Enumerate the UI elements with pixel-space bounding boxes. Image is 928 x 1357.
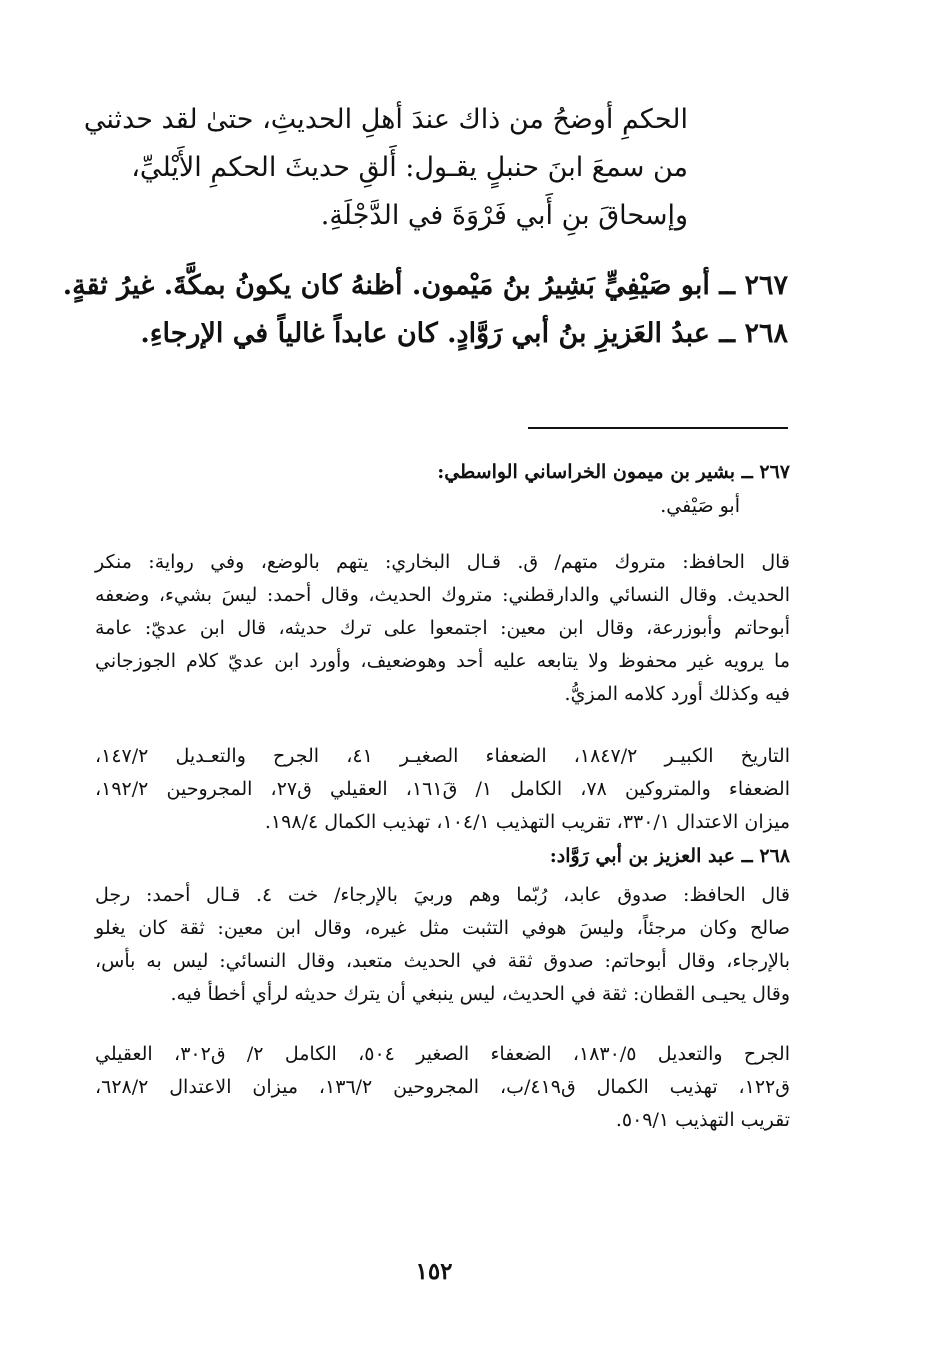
footnote-hafiz-268-line-1: قال الحافظ: صدوق عابد، رُبّما وهم وربيَ بالإرجاء/ خت ٤. قـال أحمد: رجل bbox=[95, 884, 790, 906]
footnote-sources-268-line-1: الجرح والتعديل ١٨٣٠/٥، الضعفاء الصغير ٥٠٤، الكامل ٢/ ق٣٠٢، العقيلي bbox=[95, 1043, 790, 1065]
footnote-hafiz-267-line-4: ما يرويه غير محفوظ ولا يتابعه عليه أحد وهوضعيف، وأورد ابن عديّ كلام الجوزجاني bbox=[95, 650, 790, 672]
entry-text: عبدُ العَزيزِ بنُ أبي رَوَّادٍ. كان عابداً غالياً في الإرجاءِ. bbox=[140, 318, 710, 349]
footnote-hafiz-268-line-2: صالح وكان مرجئاً، وليسَ هوفي التثبت مثل غيره، وقال ابن معين: ثقة كان يغلو bbox=[95, 917, 790, 939]
entry-text: أبو صَيْفِيٍّ بَشِيرُ بنُ مَيْمون. أظنهُ كان يكونُ بمكَّةَ. غيرُ ثقةٍ. bbox=[62, 270, 710, 301]
footnote-sources-268-line-3: تقريب التهذيب ٥٠٩/١. bbox=[615, 1109, 790, 1131]
footnote-separator bbox=[528, 427, 788, 429]
page-number: ١٥٢ bbox=[415, 1258, 453, 1285]
footnote-sources-267-line-3: ميزان الاعتدال ٣٣٠/١، تقريب التهذيب ١٠٤/١، تهذيب الكمال ١٩٨/٤. bbox=[264, 811, 790, 833]
main-text-line-1: الحكمِ أوضحُ من ذاك عندَ أهلِ الحديثِ، حتىٰ لقد حدثني bbox=[83, 104, 688, 135]
entry-268 bbox=[140, 311, 788, 357]
entry-number: ٢٦٨ bbox=[744, 318, 788, 349]
footnote-hafiz-268-line-4: وقال يحيـى القطان: ثقة في الحديث، ليس ينبغي أن يترك حديثه لرأي أخطأ فيه. bbox=[170, 983, 790, 1005]
entry-number: ٢٦٧ bbox=[744, 270, 788, 301]
footnote-hafiz-267-line-1: قال الحافظ: متروك متهم/ ق. قـال البخاري: يتهم بالوضع، وفي رواية: منكر bbox=[95, 551, 790, 573]
footnote-hafiz-268-line-3: بالإرجاء، وقال أبوحاتم: صدوق ثقة في الحديث متعبد، وقال النسائي: ليس به بأس، bbox=[95, 950, 790, 972]
entry-dash: ــ bbox=[719, 318, 736, 349]
footnote-kunya-267: أبو صَيْفي. bbox=[660, 495, 740, 517]
entry-267 bbox=[62, 263, 788, 309]
footnote-sources-267-line-1: التاريخ الكبيـر ١٨٤٧/٢، الضعفاء الصغيـر ٤١، الجرح والتعـديل ١٤٧/٢، bbox=[95, 745, 790, 767]
footnote-heading-267: ٢٦٧ ــ بشير بن ميمون الخراساني الواسطي: bbox=[437, 461, 790, 483]
main-text-line-2: من سمعَ ابنَ حنبلٍ يقـول: أَلقِ حديثَ الحكمِ الأَيْليِّ، bbox=[131, 152, 688, 183]
footnote-sources-267-line-2: الضعفاء والمتروكين ٧٨، الكامل ١/ قَ١٦١، العقيلي ق٢٧، المجروحين ١٩٢/٢، bbox=[95, 778, 790, 800]
footnote-hafiz-267-line-5: فيه وكذلك أورد كلامه المزيُّ. bbox=[564, 683, 790, 705]
entry-dash: ــ bbox=[719, 270, 736, 301]
footnote-sources-268-line-2: ق١٢٢، تهذيب الكمال ق٤١٩/ب، المجروحين ١٣٦/٢، ميزان الاعتدال ٦٢٨/٢، bbox=[95, 1076, 790, 1098]
footnote-hafiz-267-line-2: الحديث. وقال النسائي والدارقطني: متروك الحديث، وقال أحمد: ليسَ بشيء، وضعفه bbox=[95, 584, 790, 606]
footnote-heading-268: ٢٦٨ ــ عبد العزيز بن أبي رَوَّاد: bbox=[549, 845, 790, 867]
main-text-line-3: وإسحاقَ بنِ أَبي فَرْوَةَ في الدَّجْلَةِ. bbox=[320, 200, 688, 231]
footnote-hafiz-267-line-3: أبوحاتم وأبوزرعة، وقال ابن معين: اجتمعوا على ترك حديثه، قال ابن عديّ: عامة bbox=[95, 617, 790, 639]
